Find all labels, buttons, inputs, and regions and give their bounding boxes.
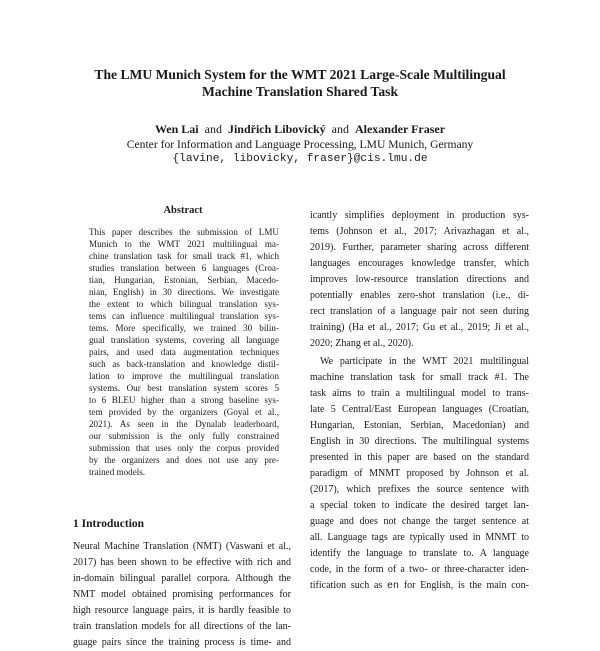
- author-1: Wen Lai: [154, 122, 199, 136]
- right-line: identify the language to translate to. A language: [310, 548, 529, 559]
- right-line: code, in the form of a two- or three-character iden-: [310, 564, 529, 575]
- right-line: machine translation task for small track #1. The: [310, 372, 529, 383]
- right-line: rect translation of a language pair not seen during: [310, 306, 529, 317]
- section-heading-introduction: 1 Introduction: [73, 518, 145, 530]
- right-line: a special token to indicate the desired target lan-: [310, 500, 529, 511]
- right-line: icantly simplifies deployment in production sys-: [310, 210, 529, 221]
- abstract-line: 2021). As seen in the Dynalab leaderboard,: [89, 419, 279, 429]
- right-line: We participate in the WMT 2021 multilingual: [320, 356, 529, 367]
- left-line: 2017) has been shown to be effective with rich and: [73, 557, 291, 568]
- author-2: Jindřich Libovický: [227, 122, 326, 136]
- abstract-line: tian, Hungarian, Estonian, Serbian, Macedo-: [89, 275, 279, 285]
- right-line: 2020; Zhang et al., 2020).: [310, 338, 414, 349]
- author-3: Alexander Fraser: [354, 122, 446, 136]
- right-line: [310, 578, 529, 595]
- left-line: Neural Machine Translation (NMT) (Vaswani et al.,: [73, 541, 291, 552]
- affiliation: Center for Information and Language Processing, LMU Munich, Germany: [126, 138, 474, 151]
- abstract-line: tems can influence multilingual translation sys-: [89, 311, 279, 321]
- abstract-line: lation to improve the multilingual translation: [89, 371, 279, 381]
- left-line: in-domain bilingual parallel corpora. Although the: [73, 573, 291, 584]
- abstract-line: such as back-translation and knowledge distil-: [89, 359, 279, 369]
- abstract-line: This paper describes the submission of LMU: [89, 227, 279, 237]
- right-line: guage and does not change the target sentence at: [310, 516, 529, 527]
- email-addresses: {lavine, libovicky, fraser}@cis.lmu.de: [172, 153, 428, 165]
- abstract-line: our submission is the only fully constrained: [89, 431, 279, 441]
- abstract-line: systems. Our best translation system scores 5: [89, 383, 279, 393]
- right-line: tems (Johnson et al., 2017; Arivazhagan et al.,: [310, 226, 529, 237]
- right-line: training) (Ha et al., 2017; Gu et al., 2019; Ji et al.,: [310, 322, 529, 333]
- paper-title-line-1: The LMU Munich System for the WMT 2021 Large-Scale Multilingual: [94, 67, 506, 82]
- right-line: potentially enables zero-shot translation (i.e., di-: [310, 290, 529, 301]
- right-line: Hungarian, Estonian, Serbian, Macedonian) and: [310, 420, 529, 431]
- right-line: all. Language tags are typically used in MNMT to: [310, 532, 529, 543]
- right-line: late 5 Central/East European languages (Croatian,: [310, 404, 529, 415]
- abstract-line: to 6 BLEU higher than a strong baseline sys-: [89, 395, 279, 405]
- right-line: 2019). Further, parameter sharing across different: [310, 242, 529, 253]
- abstract-line: trained models.: [89, 467, 146, 477]
- left-line: guage pairs since the training process is time- and: [73, 637, 291, 648]
- right-line: languages encourages knowledge transfer, which: [310, 258, 529, 269]
- right-line: paradigm of MNMT proposed by Johnson et al.: [310, 468, 529, 479]
- abstract-line: studies translation between 6 languages (Croa-: [89, 263, 279, 273]
- abstract-line: submission that uses only the corpus provided: [89, 443, 279, 453]
- left-line: train translation models for all directions of the lan-: [73, 621, 291, 632]
- right-line: (2017), which prefixes the source sentence with: [310, 484, 529, 495]
- right-line: presented in this paper are based on the standard: [310, 452, 529, 463]
- abstract-heading: Abstract: [163, 205, 203, 216]
- authors: [0, 122, 600, 137]
- abstract-line: the extent to which bilingual translation sys-: [89, 299, 279, 309]
- abstract-line: gual translation systems, covering all language: [89, 335, 279, 345]
- right-line: task aims to train a multilingual model to trans-: [310, 388, 529, 399]
- text-run: for English, is the main con-: [399, 580, 529, 591]
- author-separator: and: [204, 122, 222, 136]
- abstract-line: by the organizers and does not use any pre-: [89, 455, 279, 465]
- abstract-line: tems. More specifically, we trained 30 bilin-: [89, 323, 279, 333]
- author-separator: and: [331, 122, 349, 136]
- right-line: English in 30 directions. The multilingual systems: [310, 436, 529, 447]
- left-line: NMT model obtained promising performances for: [73, 589, 291, 600]
- abstract-line: chine translation task for small track #1, which: [89, 251, 279, 261]
- left-line: high resource language pairs, it is hardly feasible to: [73, 605, 291, 616]
- abstract-line: pairs, and used data augmentation techniques: [89, 347, 279, 357]
- abstract-line: nian, English) in 30 directions. We investigate: [89, 287, 279, 297]
- text-run: tification such as: [310, 580, 388, 591]
- abstract-line: Munich to the WMT 2021 multilingual ma-: [89, 239, 279, 249]
- right-line: improves low-resource translation directions and: [310, 274, 529, 285]
- language-code: en: [387, 581, 400, 592]
- abstract-line: tem provided by the organizers (Goyal et al.,: [89, 407, 279, 417]
- paper-title-line-2: Machine Translation Shared Task: [201, 84, 399, 99]
